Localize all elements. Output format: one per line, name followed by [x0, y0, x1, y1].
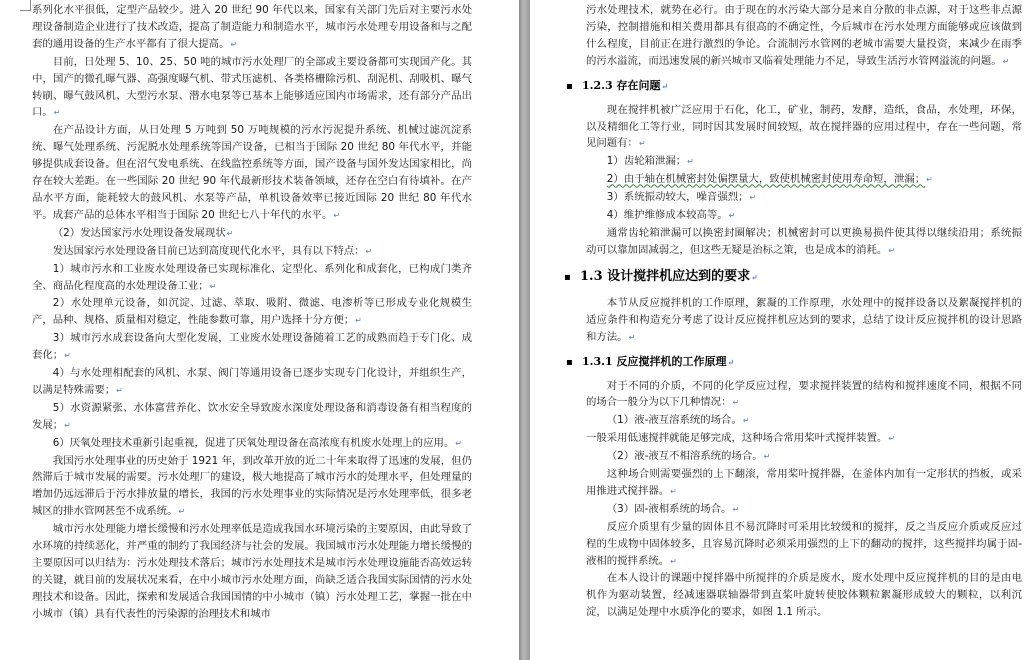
paragraph: 对于不同的介质，不同的化学反应过程，要求搅拌装置的结构和搅拌速度不同，根据不同的场合一般分为以下几种情况：↵ [586, 379, 1022, 409]
paragraph: 污水处理技术，就势在必行。由于现在的水污染大部分是来自分散的非点源，对于这些非点源污染，控制措施和相关费用都具有很高的不确定性，今后城市在污水处理方面能够或应该做到什么程度，目前正在进行激烈的争论。合流制污水管网的老城市需要大量投资，来减少在雨季的污水溢流，而迅速发展的新兴城市又临着处理能力不足，导致生活污水管网溢流的问题。↵ [586, 4, 1022, 67]
list-item: 2）水处理单元设备，如沉淀、过滤、萃取、吸附、微滤、电渗析等已形成专业化规模生产，品种、规格、质量相对稳定，性能参数可靠，用户选择十分方便；↵ [32, 297, 472, 327]
list-item: （3）固-液相系统的场合。↵ [606, 502, 740, 515]
list-item: 1）齿轮箱泄漏；↵ [606, 155, 694, 168]
paragraph: 一般采用低速搅拌就能足够完成，这种场合常用桨叶式搅拌装置。↵ [586, 432, 896, 445]
list-item: 3）系统振动较大，噪音强烈；↵ [606, 191, 757, 204]
document-page-right [530, 0, 1028, 660]
list-item: 2）由于轴在机械密封处偏摆量大，致使机械密封使用寿命短，泄漏；↵ [606, 173, 933, 186]
paragraph: 这种场合则需要强烈的上下翻滚，常用桨叶搅拌器，在釜体内加有一定形状的挡板，或采用推进式搅拌器。↵ [586, 468, 1022, 497]
paragraph: 在本人设计的课题中搅拌器中所搅拌的介质是废水，废水处理中反应搅拌机的目的是由电机作为驱动装置，经减速器联轴器带到直桨叶旋转使胶体颗粒絮凝形成较大的颗粒，以利沉淀，以满足处理中水质净化的要求，如图 1.1 所示。 [586, 572, 1022, 619]
paragraph: 系列化水平很低，定型产品较少。进入 20 世纪 90 年代以来，国家有关部门先后对主要污水处理设备制造企业进行了技术改造，提高了制造能力和制造水平，城市污水处理专用设备和与之配套的通用设备的生产水平都有了很大提高。↵ [32, 4, 472, 50]
paragraph: 城市污水处理能力增长缓慢和污水处理率低是造成我国水环境污染的主要原因，由此导致了水环境的持续恶化，并严重的制约了我国经济与社会的发展。我国城市污水处理能力增长缓慢的主要原因可以归结为：污水处理技术落后；城市污水处理技术是城市污水处理设施能否高效运转的关键，就目前的发展状况来看，在中小城市污水处理方面，尚缺乏适合我国实际国情的污水处理技术和设备。因此，探索和发展适合我国国情的中小城市（镇）污水处理工艺，掌握一批在中小城市（镇）具有代表性的污染源的治理技术和城市 [32, 523, 472, 620]
section-heading[interactable]: ▪ 1.3 设计搅拌机应达到的要求↵ [564, 266, 1022, 289]
crop-mark [20, 0, 31, 11]
list-item: 1）城市污水和工业废水处理设备已实现标准化、定型化、系列化和成套化，已构成门类齐全、商品化程度高的水处理设备工业；↵ [32, 262, 472, 292]
paragraph: （2）发达国家污水处理设备发展现状↵ [52, 226, 234, 239]
section-heading[interactable]: ▪ 1.2.3 存在问题↵ [566, 77, 1022, 96]
paragraph: 现在搅拌机被广泛应用于石化，化工，矿业，制药，发酵，造纸，食品，水处理，环保，以及精细化工等行业，同时因其发展时间较短，故在搅拌器的应用过程中，存在一些问题，常见问题有：↵ [586, 103, 1022, 150]
list-item: （2）液-液互不相溶系统的场合。↵ [606, 450, 771, 463]
bullet-icon: ▪ [566, 80, 573, 92]
list-item: 6）厌氧处理技术重新引起重视，促进了厌氧处理设备在高浓度有机废水处理上的应用。↵ [52, 436, 462, 449]
list-item: 3）城市污水成套设备向大型化发展，工业废水处理设备随着工艺的成熟而趋于专门化、成套化；↵ [32, 332, 472, 362]
paragraph: 目前，日处理 5、10、25、50 吨的城市污水处理厂的全部或主要设备都可实现国产化。其中，国产的微孔曝气器、高强度曝气机、带式压滤机、各类格栅除污机、刮泥机、刮吸机、曝气转刷、曝气鼓风机、大型污水泵、潜水电泵等已基本上能够适应国内市场需求，还有部分产品出口。↵ [32, 55, 472, 119]
paragraph: 在产品设计方面，从日处理 5 万吨到 50 万吨规模的污水污泥提升系统、机械过滤沉淀系统、曝气处理系统、污泥脱水处理系统等国产设备，已相当于国际 20 世纪 80 年代水平，并能够提供成套设备。但在沼气发电系统、在线监控系统等方面，国产设备与国外发达国家相比，尚存在较大差距。在一些国际 20 世纪 90 年代最新形技术装备领域，还存在空白有待填补。在产品水平方面，能耗较大的鼓风机、水泵等产品，单机设备效率已接近国际 20 世纪 80 年代水平。成套产品的总体水平相当于国际 20 世纪七八十年代的水平。↵ [32, 124, 472, 221]
paragraph: 本节从反应搅拌机的工作原理，絮凝的工作原理，水处理中的搅拌设备以及絮凝搅拌机的适应条件和构造充分考虑了设计反应搅拌机应达到的要求，总结了设计反应搅拌机的设计思路和方法。↵ [586, 296, 1022, 343]
list-item: （1）液-液互溶系统的场合。↵ [606, 414, 750, 427]
bullet-icon: ▪ [564, 271, 571, 283]
list-item: 4）与水处理相配套的风机、水泵、阀门等通用设备已逐步实现专门化设计，并组织生产，以满足特殊需要；↵ [32, 367, 472, 396]
paragraph: 通常齿轮箱泄漏可以换密封圈解决；机械密封可以更换易损件使其得以继续沿用；系统振动可以靠加固减弱之，但这些无疑是治标之策，也是成本的消耗。↵ [586, 226, 1022, 256]
page-gap [519, 0, 530, 660]
list-item: 5）水资源紧张、水体富营养化、饮水安全导致废水深度处理设备和消毒设备有相当程度的发展；↵ [32, 401, 472, 431]
paragraph: 我国污水处理事业的历史始于 1921 年，到改革开放的近二十年来取得了迅速的发展，但仍然滞后于城市发展的需要。污水处理厂的建设，极大地提高了城市污水的处理水平，但处理量的增加仍远远滞后于污水排放量的增长，我国的污水处理事业的实际情况是污水处理率低，很多老城区的排水管网甚至不成系统。↵ [32, 454, 472, 518]
bullet-icon: ▪ [566, 356, 573, 368]
section-heading[interactable]: ▪ 1.3.1 反应搅拌机的工作原理↵ [566, 353, 1022, 372]
list-item: 4）维护维修成本较高等。↵ [606, 209, 736, 222]
paragraph: 发达国家污水处理设备目前已达到高度现代化水平，具有以下特点：↵ [52, 244, 373, 257]
paragraph: 反应介质里有少量的固体且不易沉降时可采用比较缓和的搅拌，反之当反应介质或反应过程的生成物中固体较多，且容易沉降时必须采用强烈的上下的翻动的搅拌，这些搅拌均属于固-液相的搅拌系统。↵ [586, 520, 1022, 567]
